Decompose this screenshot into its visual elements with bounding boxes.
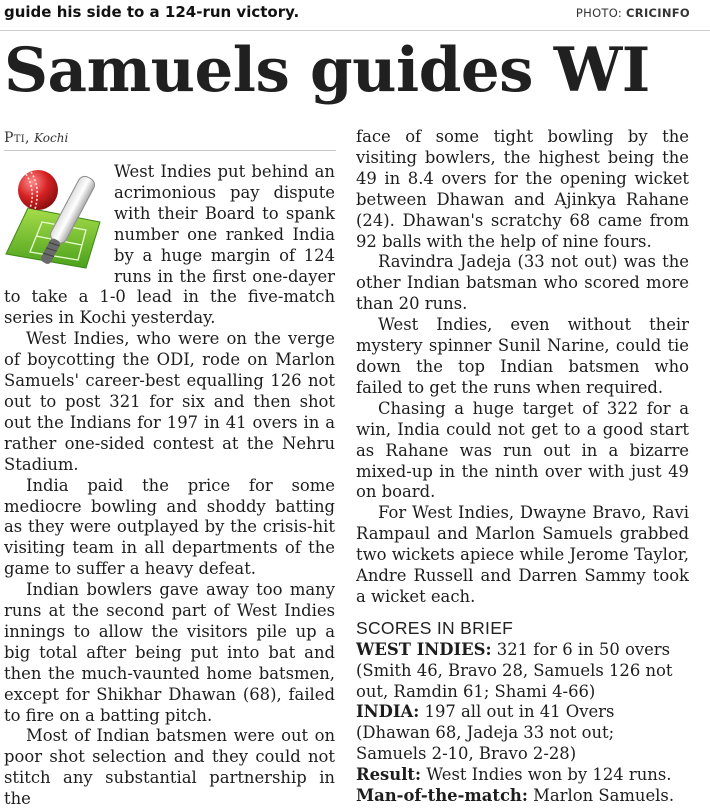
score-line: [356, 786, 689, 807]
score-text: West Indies won by 124 runs.: [421, 765, 672, 785]
cricket-ball-bat-pitch-icon: [2, 164, 110, 276]
score-label: WEST INDIES:: [356, 639, 492, 659]
photo-caption: guide his side to a 124-run victory.: [4, 3, 300, 21]
byline-place: Kochi: [34, 131, 69, 145]
article-column-right: [356, 127, 689, 807]
paragraph: face of some tight bowling by the visiting bowlers, the highest being the 49 in 8.4 overs for the opening wicket between Dhawan and Ajinkya Rahane (24). Dhawan's scratchy 68 came from 92 balls with the help of nine fours.: [356, 127, 689, 251]
score-line: [356, 640, 689, 703]
photo-credit-source: CRICINFO: [626, 6, 690, 20]
top-strip: [0, 0, 710, 31]
paragraph: Indian bowlers gave away too many runs at the second part of West Indies innings to allow the visitors pile up a big total after being put into bat and then the much-vaunted home batsmen, except for Shikhar Dhawan (68), failed to fire on a batting pitch.: [4, 580, 335, 725]
paragraph: Chasing a huge target of 322 for a win, India could not get to a good start as Rahane was run out in a bizarre mixed-up in the ninth over with just 49 on board.: [356, 398, 689, 502]
score-label: Result:: [356, 765, 422, 785]
score-text: Marlon Samuels.: [527, 786, 675, 806]
score-line: [356, 765, 689, 786]
score-line: [356, 702, 689, 765]
paragraph: West Indies, even without their mystery spinner Sunil Narine, could tie down the top Indian batsmen who failed to get the runs when required.: [356, 315, 689, 397]
score-label: Man-of-the-match:: [356, 786, 528, 806]
byline: [4, 130, 336, 151]
paragraph: Most of Indian batsmen were out on poor shot selection and they could not stitch any substantial partnership in the: [4, 726, 335, 809]
paragraph: West Indies put behind an acrimonious pay dispute with their Board to spank number one ranked India by a huge margin of 124 runs in the first one-dayer to take a 1-0 lead in the five-match series in Kochi yesterday.: [4, 162, 335, 328]
scores-heading: SCORES IN BRIEF: [356, 617, 514, 638]
photo-credit: [576, 6, 690, 20]
scores-in-brief: [356, 618, 689, 807]
score-text: 321 for 6 in 50 overs (Smith 46, Bravo 28, Samuels 126 not out, Ramdin 61; Shami 4-66): [356, 639, 673, 701]
headline: Samuels guides WI: [4, 35, 650, 106]
photo-credit-label: PHOTO:: [575, 6, 623, 20]
paragraph: India paid the price for some mediocre bowling and shoddy batting as they were outplayed by the crisis-hit visiting team in all departments of the game to suffer a heavy defeat.: [4, 475, 335, 579]
paragraph: West Indies, who were on the verge of boycotting the ODI, rode on Marlon Samuels' career-best equalling 126 not out to post 321 for six and then shot out the Indians for 197 in 41 overs in a rather one-sided contest at the Nehru Stadium.: [4, 329, 335, 474]
paragraph: Ravindra Jadeja (33 not out) was the other Indian batsman who scored more than 20 runs.: [356, 252, 689, 314]
paragraph: For West Indies, Dwayne Bravo, Ravi Rampaul and Marlon Samuels grabbed two wickets apiece while Jerome Taylor, Andre Russell and Darren Sammy took a wicket each.: [356, 503, 689, 606]
byline-agency: Pti,: [4, 130, 30, 146]
score-label: INDIA:: [356, 702, 420, 722]
score-text: 197 all out in 41 Overs (Dhawan 68, Jadeja 33 not out; Samuels 2-10, Bravo 2-28): [356, 702, 615, 764]
article-column-left: [4, 162, 335, 810]
